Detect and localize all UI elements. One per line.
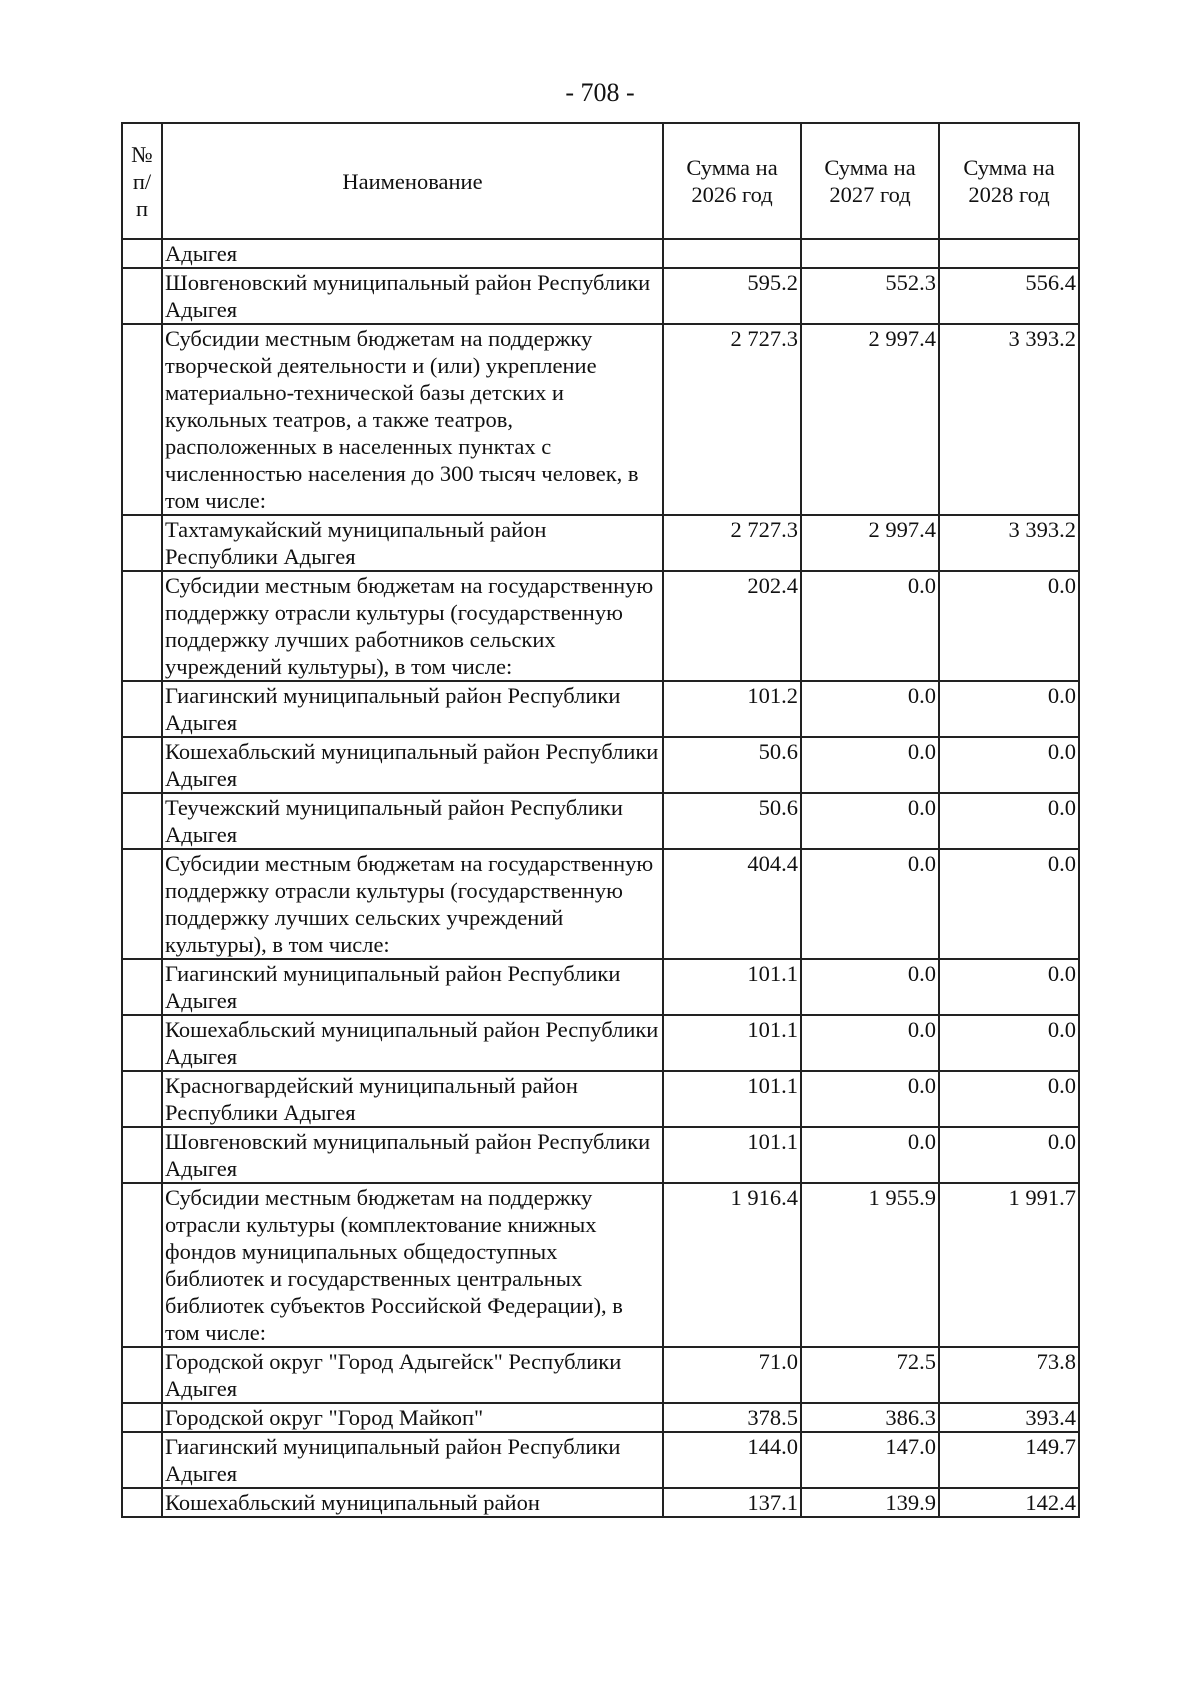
header-2027-line-1: Сумма на <box>824 155 916 180</box>
row-2026: 595.2 <box>663 268 801 324</box>
row-2026: 137.1 <box>663 1488 801 1517</box>
row-name: Красногвардейский муниципальный район Республики Адыгея <box>162 1071 663 1127</box>
row-2026: 50.6 <box>663 737 801 793</box>
table-row <box>122 681 1079 737</box>
table-row <box>122 1432 1079 1488</box>
header-num-line-2: п/п <box>132 168 152 221</box>
row-2028: 3 393.2 <box>939 324 1079 515</box>
row-name: Гиагинский муниципальный район Республики Адыгея <box>162 959 663 1015</box>
row-2026: 378.5 <box>663 1403 801 1432</box>
row-2028: 0.0 <box>939 1015 1079 1071</box>
row-2027: 139.9 <box>801 1488 939 1517</box>
row-2027: 0.0 <box>801 959 939 1015</box>
row-name: Кошехабльский муниципальный район <box>162 1488 663 1517</box>
row-num <box>122 571 162 681</box>
row-num <box>122 1127 162 1183</box>
table-row <box>122 268 1079 324</box>
table-row <box>122 324 1079 515</box>
row-num <box>122 681 162 737</box>
row-num <box>122 959 162 1015</box>
table-row <box>122 571 1079 681</box>
row-name: Городской округ "Город Адыгейск" Республики Адыгея <box>162 1347 663 1403</box>
table-header-row <box>122 123 1079 239</box>
header-2026-line-1: Сумма на <box>686 155 778 180</box>
row-2027: 0.0 <box>801 1015 939 1071</box>
row-name: Субсидии местным бюджетам на поддержку отрасли культуры (комплектование книжных фондов муниципальных общедоступных библиотек и государственных центральных библиотек субъектов Российской Федерации), в том числе: <box>162 1183 663 1347</box>
row-2026: 101.1 <box>663 1071 801 1127</box>
row-2027: 0.0 <box>801 737 939 793</box>
header-num <box>122 123 162 239</box>
row-2027: 2 997.4 <box>801 324 939 515</box>
row-name: Гиагинский муниципальный район Республики Адыгея <box>162 681 663 737</box>
row-num <box>122 1015 162 1071</box>
row-name: Шовгеновский муниципальный район Республики Адыгея <box>162 1127 663 1183</box>
row-2028: 1 991.7 <box>939 1183 1079 1347</box>
table-row <box>122 1347 1079 1403</box>
row-2027: 0.0 <box>801 681 939 737</box>
table-row <box>122 1071 1079 1127</box>
row-num <box>122 239 162 268</box>
header-name: Наименование <box>162 123 663 239</box>
row-name: Тахтамукайский муниципальный район Республики Адыгея <box>162 515 663 571</box>
page-number: - 708 - <box>565 78 635 107</box>
header-2027-line-2: 2027 год <box>829 182 911 207</box>
row-name: Шовгеновский муниципальный район Республики Адыгея <box>162 268 663 324</box>
row-2026: 101.1 <box>663 1015 801 1071</box>
row-2026: 101.2 <box>663 681 801 737</box>
row-2026: 50.6 <box>663 793 801 849</box>
row-num <box>122 1488 162 1517</box>
row-num <box>122 737 162 793</box>
table-row <box>122 1183 1079 1347</box>
table-row <box>122 1403 1079 1432</box>
row-2028: 393.4 <box>939 1403 1079 1432</box>
row-2027: 386.3 <box>801 1403 939 1432</box>
row-2026: 404.4 <box>663 849 801 959</box>
row-2028: 0.0 <box>939 849 1079 959</box>
table-row <box>122 1015 1079 1071</box>
row-2027: 552.3 <box>801 268 939 324</box>
row-num <box>122 1183 162 1347</box>
row-2026: 2 727.3 <box>663 324 801 515</box>
row-2028: 0.0 <box>939 737 1079 793</box>
row-2028: 556.4 <box>939 268 1079 324</box>
row-num <box>122 324 162 515</box>
row-2027: 1 955.9 <box>801 1183 939 1347</box>
row-2028: 0.0 <box>939 1127 1079 1183</box>
header-2026-line-2: 2026 год <box>691 182 773 207</box>
row-num <box>122 1432 162 1488</box>
row-name: Субсидии местным бюджетам на государственную поддержку отрасли культуры (государственную поддержку лучших сельских учреждений культуры), в том числе: <box>162 849 663 959</box>
row-2028: 0.0 <box>939 681 1079 737</box>
table-row <box>122 1488 1079 1517</box>
header-2028-line-1: Сумма на <box>963 155 1055 180</box>
header-2026 <box>663 123 801 239</box>
row-2026: 101.1 <box>663 959 801 1015</box>
row-2028: 0.0 <box>939 1071 1079 1127</box>
row-2027: 0.0 <box>801 1127 939 1183</box>
row-num <box>122 1403 162 1432</box>
row-2027: 0.0 <box>801 849 939 959</box>
row-2028: 142.4 <box>939 1488 1079 1517</box>
row-num <box>122 515 162 571</box>
row-name: Гиагинский муниципальный район Республики Адыгея <box>162 1432 663 1488</box>
table-row <box>122 849 1079 959</box>
row-2028: 3 393.2 <box>939 515 1079 571</box>
row-name: Кошехабльский муниципальный район Республики Адыгея <box>162 1015 663 1071</box>
table-row <box>122 515 1079 571</box>
row-2026: 144.0 <box>663 1432 801 1488</box>
row-name: Городской округ "Город Майкоп" <box>162 1403 663 1432</box>
row-2028: 0.0 <box>939 959 1079 1015</box>
row-2027: 2 997.4 <box>801 515 939 571</box>
row-2027: 0.0 <box>801 1071 939 1127</box>
row-num <box>122 793 162 849</box>
row-name: Теучежский муниципальный район Республики Адыгея <box>162 793 663 849</box>
row-2027 <box>801 239 939 268</box>
row-num <box>122 1347 162 1403</box>
header-num-line-1: № <box>131 141 153 167</box>
row-2027: 0.0 <box>801 571 939 681</box>
header-2028 <box>939 123 1079 239</box>
table-row <box>122 1127 1079 1183</box>
row-2028 <box>939 239 1079 268</box>
budget-table <box>121 122 1080 1518</box>
row-2026: 202.4 <box>663 571 801 681</box>
row-name: Субсидии местным бюджетам на поддержку творческой деятельности и (или) укрепление материально-технической базы детских и кукольных театров, а также театров, расположенных в населенных пунктах с численностью населения до 300 тысяч человек, в том числе: <box>162 324 663 515</box>
row-2026: 101.1 <box>663 1127 801 1183</box>
row-2028: 0.0 <box>939 571 1079 681</box>
row-2026: 2 727.3 <box>663 515 801 571</box>
row-name: Адыгея <box>162 239 663 268</box>
row-2026 <box>663 239 801 268</box>
row-2026: 1 916.4 <box>663 1183 801 1347</box>
table-row <box>122 737 1079 793</box>
row-num <box>122 849 162 959</box>
header-2028-line-2: 2028 год <box>968 182 1050 207</box>
table-row <box>122 239 1079 268</box>
row-num <box>122 1071 162 1127</box>
row-2028: 0.0 <box>939 793 1079 849</box>
table-row <box>122 793 1079 849</box>
row-name: Кошехабльский муниципальный район Республики Адыгея <box>162 737 663 793</box>
row-2026: 71.0 <box>663 1347 801 1403</box>
header-2027 <box>801 123 939 239</box>
row-2027: 0.0 <box>801 793 939 849</box>
row-2028: 73.8 <box>939 1347 1079 1403</box>
row-name: Субсидии местным бюджетам на государственную поддержку отрасли культуры (государственную поддержку лучших работников сельских учреждений культуры), в том числе: <box>162 571 663 681</box>
row-num <box>122 268 162 324</box>
row-2027: 72.5 <box>801 1347 939 1403</box>
row-2028: 149.7 <box>939 1432 1079 1488</box>
row-2027: 147.0 <box>801 1432 939 1488</box>
table-row <box>122 959 1079 1015</box>
